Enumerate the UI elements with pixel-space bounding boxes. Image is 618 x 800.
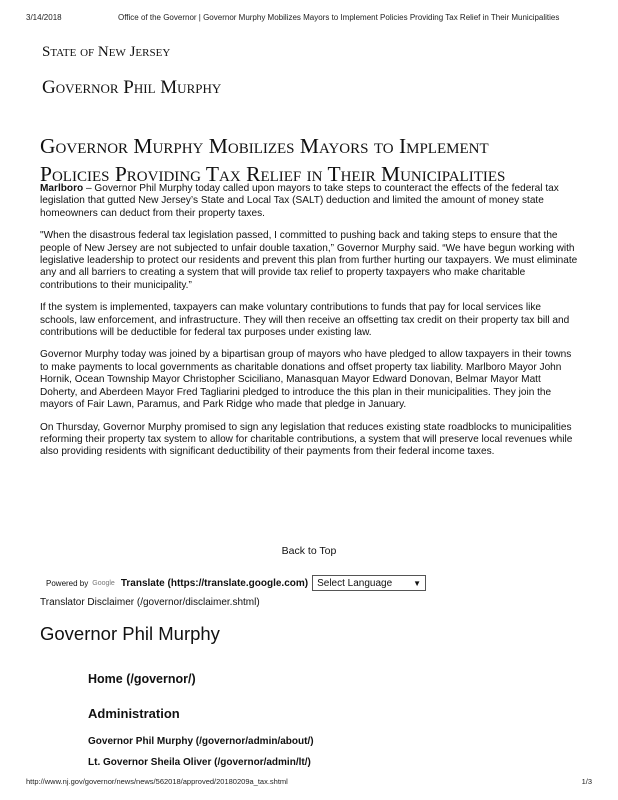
- google-logo-icon: Google: [92, 579, 115, 587]
- paragraph-text: – Governor Phil Murphy today called upon mayors to take steps to counteract the effects of the federal tax legislation that gutted New Jersey’s State and Local Tax (SALT) deduction and limited the amount of money state homeowners can deduct from their property taxes.: [40, 183, 559, 219]
- print-url: http://www.nj.gov/governor/news/news/562018/approved/20180209a_tax.shtml: [26, 777, 288, 786]
- footer-nav-administration[interactable]: Administration: [88, 706, 180, 721]
- article-paragraph: Governor Murphy today was joined by a bipartisan group of mayors who have pledged to allow taxpayers in their towns to make payments to local governments as charitable donations and offset property tax liability. Marlboro Mayor John Hornik, Ocean Township Mayor Christopher Sciciliano, Manasquan Mayor Edward Donovan, Belmar Mayor Matt Doherty, and Aberdeen Mayor Fred Tagliarini pledged to introduce the this plan in their municipalities. They join the mayors of Fair Lawn, Paramus, and Park Ridge who made that pledge in January.: [40, 349, 572, 411]
- state-name[interactable]: State of New Jersey: [42, 44, 171, 60]
- governor-site-title[interactable]: Governor Phil Murphy: [42, 77, 222, 98]
- article-headline: [40, 132, 585, 188]
- translator-disclaimer-link[interactable]: Translator Disclaimer (/governor/disclaimer.shtml): [40, 597, 260, 608]
- print-page-title: Office of the Governor | Governor Murphy Mobilizes Mayors to Implement Policies Providing Tax Relief in Their Municipalities: [118, 13, 560, 22]
- footer-nav-home[interactable]: Home (/governor/): [88, 672, 196, 686]
- footer-nav-governor-link[interactable]: Governor Phil Murphy (/governor/admin/about/): [88, 736, 314, 747]
- article-paragraph: If the system is implemented, taxpayers can make voluntary contributions to funds that pay for local services like schools, law enforcement, and infrastructure. They will then receive an offsetting tax credit on their property tax bill and contributions will be deductible for federal tax purposes under existing law.: [40, 302, 570, 339]
- article-paragraph: "When the disastrous federal tax legislation passed, I committed to pushing back and taking steps to ensure that the people of New Jersey are not subjected to unfair double taxation,” Governor Murphy said. “We have begun working with legislative leadership to protect our residents and prevent this plan from further hurting our taxpayers. We must eliminate any and all barriers to creating a system that will provide tax relief to property taxpayers who make charitable contributions to their municipality.”: [40, 230, 578, 291]
- article-paragraph: [40, 183, 580, 220]
- print-date: 3/14/2018: [26, 13, 62, 22]
- translate-bar: [46, 574, 426, 592]
- page-number: 1/3: [581, 777, 592, 786]
- headline-line-2: Policies Providing Tax Relief in Their Municipalities: [40, 162, 506, 186]
- dropdown-arrow-icon: ▼: [413, 578, 422, 588]
- back-to-top-link[interactable]: Back to Top: [281, 545, 337, 557]
- article-body: [40, 183, 580, 469]
- footer-nav-lt-governor-link[interactable]: Lt. Governor Sheila Oliver (/governor/admin/lt/): [88, 757, 311, 768]
- language-select-value: Select Language: [317, 577, 393, 589]
- headline-line-1: Governor Murphy Mobilizes Mayors to Implement: [40, 134, 489, 158]
- article-paragraph: On Thursday, Governor Murphy promised to sign any legislation that reduces existing state roadblocks to municipalities reforming their property tax system to allow for charitable contributions, a system that will preserve local revenues while also providing residents with significant deductibility of their payments from their federal income taxes.: [40, 421, 573, 458]
- dateline: Marlboro: [40, 183, 84, 194]
- footer-governor-title: Governor Phil Murphy: [40, 623, 220, 644]
- translate-link[interactable]: Translate (https://translate.google.com): [120, 577, 309, 589]
- powered-by-label: Powered by: [46, 578, 89, 588]
- language-select[interactable]: [312, 575, 426, 591]
